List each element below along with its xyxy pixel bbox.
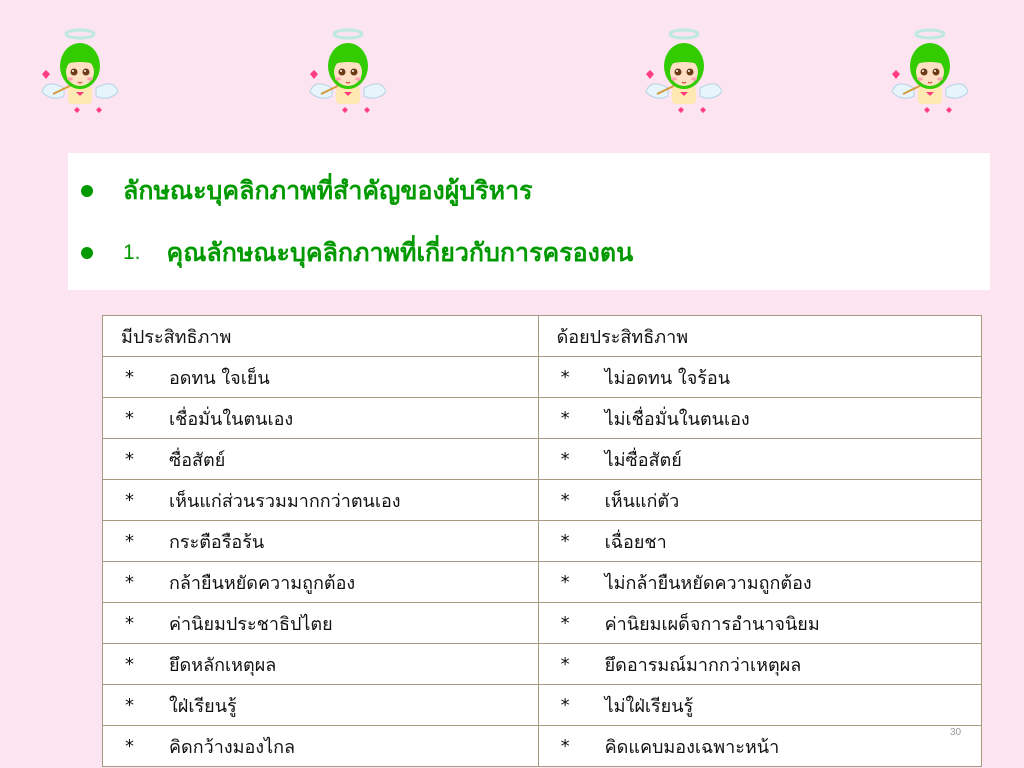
asterisk-marker: *	[125, 653, 134, 675]
table-cell	[103, 398, 539, 439]
table-cell	[103, 726, 539, 767]
bullet-text: ลักษณะบุคลิกภาพที่สำคัญของผู้บริหาร	[123, 176, 533, 205]
bullet-item	[68, 171, 533, 211]
bullet-item	[68, 233, 633, 273]
table-cell	[103, 357, 539, 398]
asterisk-marker: *	[125, 366, 134, 388]
cell-text: เฉื่อยชา	[604, 531, 667, 553]
header-cell	[538, 316, 981, 357]
table-cell	[538, 685, 981, 726]
cell-text: ค่านิยมเผด็จการอำนาจนิยม	[604, 613, 820, 635]
cell-text: ไม่กล้ายืนหยัดความถูกต้อง	[604, 572, 812, 594]
table-cell	[103, 439, 539, 480]
table-cell	[103, 685, 539, 726]
asterisk-marker: *	[560, 653, 570, 675]
cell-text: ไม่ซื่อสัตย์	[604, 449, 682, 471]
table-cell	[538, 644, 981, 685]
asterisk-marker: *	[560, 694, 570, 716]
cell-text: เห็นแก่ส่วนรวมมากกว่าตนเอง	[169, 490, 401, 512]
asterisk-marker: *	[125, 612, 134, 634]
page-number: 30	[950, 727, 962, 738]
cell-text: ใฝ่เรียนรู้	[169, 695, 237, 717]
asterisk-marker: *	[125, 530, 134, 552]
cell-text: ไม่ใฝ่เรียนรู้	[604, 695, 694, 717]
table-cell	[103, 603, 539, 644]
table-row	[103, 480, 982, 521]
bullet-text: คุณลักษณะบุคลิกภาพที่เกี่ยวกับการครองตน	[166, 238, 634, 267]
header-cell	[103, 316, 539, 357]
angel-icon	[888, 22, 968, 118]
table-cell	[538, 357, 981, 398]
angel-icon	[38, 22, 118, 118]
cell-text: คิดกว้างมองไกล	[169, 736, 296, 758]
cell-text: ซื่อสัตย์	[169, 449, 226, 471]
bullet-dot-icon	[81, 247, 93, 259]
table-cell	[538, 398, 981, 439]
table-row	[103, 357, 982, 398]
angel-icon	[306, 22, 386, 118]
table-cell	[538, 603, 981, 644]
cell-text: เชื่อมั่นในตนเอง	[169, 408, 294, 430]
comparison-table	[102, 315, 982, 767]
table-row	[103, 521, 982, 562]
table-row	[103, 603, 982, 644]
table-row	[103, 685, 982, 726]
asterisk-marker: *	[125, 448, 134, 470]
asterisk-marker: *	[125, 735, 134, 757]
asterisk-marker: *	[125, 571, 134, 593]
angel-icon	[642, 22, 722, 118]
bullet-box	[68, 153, 990, 290]
asterisk-marker: *	[560, 530, 570, 552]
table-cell	[103, 562, 539, 603]
table-cell	[538, 562, 981, 603]
cell-text: ยึดอารมณ์มากกว่าเหตุผล	[604, 654, 802, 676]
table-cell	[538, 726, 981, 767]
cell-text: เห็นแก่ตัว	[604, 490, 680, 512]
table-cell	[538, 439, 981, 480]
asterisk-marker: *	[125, 694, 134, 716]
cell-text: คิดแคบมองเฉพาะหน้า	[604, 736, 780, 758]
cell-text: ไม่อดทน ใจร้อน	[604, 367, 731, 389]
table-cell	[103, 480, 539, 521]
cell-text: ไม่เชื่อมั่นในตนเอง	[604, 408, 750, 430]
table-cell	[538, 521, 981, 562]
table-header-row	[103, 316, 982, 357]
table-cell	[538, 480, 981, 521]
asterisk-marker: *	[560, 448, 570, 470]
asterisk-marker: *	[560, 612, 570, 634]
table-cell	[103, 644, 539, 685]
asterisk-marker: *	[125, 489, 134, 511]
table-row	[103, 726, 982, 767]
asterisk-marker: *	[560, 407, 570, 429]
table-row	[103, 398, 982, 439]
bullet-number: 1.	[123, 241, 141, 264]
table-row	[103, 644, 982, 685]
asterisk-marker: *	[125, 407, 134, 429]
asterisk-marker: *	[560, 489, 570, 511]
cell-text: กล้ายืนหยัดความถูกต้อง	[169, 572, 356, 594]
asterisk-marker: *	[560, 571, 570, 593]
cell-text: ยึดหลักเหตุผล	[169, 654, 277, 676]
cell-text: อดทน ใจเย็น	[169, 367, 270, 389]
bullet-dot-icon	[81, 185, 93, 197]
asterisk-marker: *	[560, 366, 570, 388]
table-row	[103, 439, 982, 480]
table-row	[103, 562, 982, 603]
cell-text: ค่านิยมประชาธิปไตย	[169, 613, 333, 635]
table-cell	[103, 521, 539, 562]
cell-text: กระตือรือร้น	[169, 531, 265, 553]
asterisk-marker: *	[560, 735, 570, 757]
header-ineffective: ด้อยประสิทธิภาพ	[556, 326, 689, 348]
header-effective: มีประสิทธิภาพ	[121, 326, 232, 348]
